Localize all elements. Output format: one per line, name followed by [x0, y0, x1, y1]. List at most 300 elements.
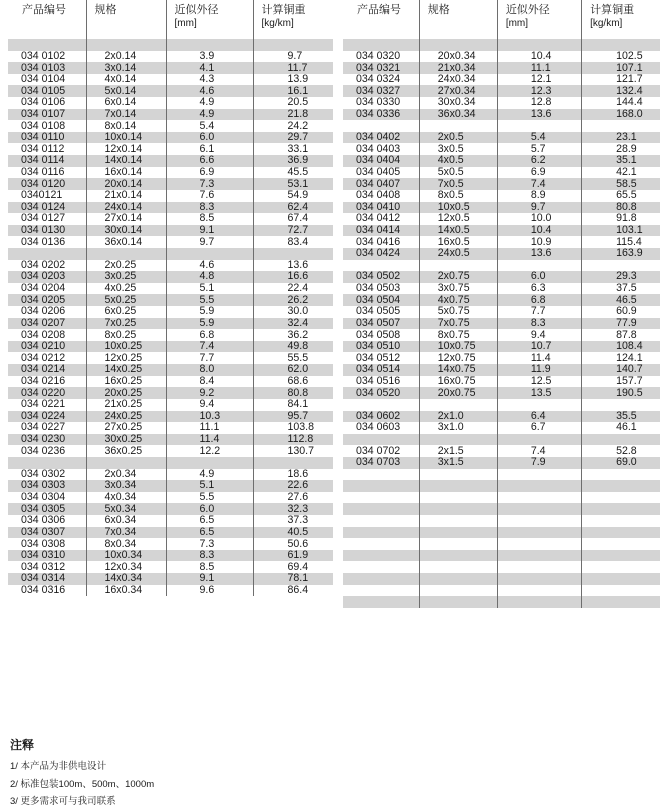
spec-cell: 36x0.34: [419, 109, 497, 121]
outer-diameter-cell: [497, 561, 581, 573]
product-code-cell: [343, 573, 419, 585]
copper-weight-cell: 62.4: [253, 202, 333, 214]
table-row: [343, 39, 660, 51]
product-code-cell: 034 0502: [343, 271, 419, 283]
table-row: [8, 434, 333, 446]
spec-cell: 7x0.75: [419, 318, 497, 330]
product-code-cell: 034 0410: [343, 202, 419, 214]
product-code-cell: 034 0116: [21, 166, 65, 178]
outer-diameter-cell: 12.2: [166, 445, 253, 457]
spec-cell: [419, 39, 497, 51]
spec-cell: 14x0.14: [86, 155, 166, 167]
copper-weight-cell: 53.1: [253, 178, 333, 190]
spec-cell: [419, 469, 497, 481]
copper-weight-cell: [582, 550, 660, 562]
copper-weight-cell: 18.6: [253, 469, 333, 481]
spec-cell: 12x0.34: [86, 561, 166, 573]
spec-cell: 8x0.25: [86, 329, 166, 341]
product-code-cell: 034 0136: [21, 236, 66, 248]
table-row: [8, 515, 333, 527]
product-code-cell: [343, 120, 419, 132]
note-item: 1/ 本产品为非供电设计: [10, 761, 107, 772]
table-row: [8, 364, 333, 376]
table-row: [8, 573, 333, 585]
product-code-cell: 034 0302: [21, 468, 66, 480]
product-code-cell: [343, 561, 419, 573]
outer-diameter-cell: 8.5: [166, 561, 253, 573]
copper-weight-cell: 46.5: [582, 294, 660, 306]
outer-diameter-cell: 4.9: [166, 109, 253, 121]
table-row: [343, 85, 660, 97]
table-row: [8, 132, 333, 144]
copper-weight-cell: 32.4: [253, 318, 333, 330]
product-code-cell: 034 0416: [356, 236, 401, 248]
product-code-cell: 034 0224: [8, 411, 86, 423]
spec-cell: 6x0.14: [86, 97, 166, 109]
table-row: [8, 85, 333, 97]
outer-diameter-cell: 6.8: [497, 294, 581, 306]
table-row: [343, 167, 660, 179]
table-row: [8, 329, 333, 341]
outer-diameter-cell: 6.0: [166, 503, 253, 515]
table-row: [343, 155, 660, 167]
copper-weight-cell: [582, 573, 660, 585]
table-row: [8, 457, 333, 469]
copper-weight-cell: 29.3: [582, 271, 660, 283]
outer-diameter-cell: 4.6: [166, 260, 253, 272]
table-row: [8, 167, 333, 179]
outer-diameter-cell: 6.5: [166, 527, 253, 539]
table-row: [343, 399, 660, 411]
copper-weight-cell: 80.8: [582, 202, 660, 214]
product-code-cell: 034 0516: [356, 375, 401, 387]
table-row: [343, 190, 660, 202]
table-row: [8, 213, 333, 225]
table-row: [343, 202, 660, 214]
spec-cell: 10x0.34: [86, 550, 166, 562]
product-code-cell: 034 0220: [8, 387, 86, 399]
table-row: [8, 306, 333, 318]
product-code-cell: 034 0112: [21, 143, 65, 155]
product-code-cell: 034 0320: [356, 50, 401, 62]
table-row: [343, 596, 660, 608]
outer-diameter-cell: 5.7: [497, 143, 581, 155]
spec-cell: 21x0.25: [86, 399, 166, 411]
outer-diameter-cell: [166, 39, 253, 51]
product-code-cell: [343, 399, 419, 411]
product-code-cell: 034 0702: [356, 445, 401, 457]
product-code-cell: [343, 492, 419, 504]
copper-weight-cell: 36.9: [253, 155, 333, 167]
cable-spec-table-left: [8, 0, 333, 596]
spec-cell: [419, 434, 497, 446]
copper-weight-cell: [582, 469, 660, 481]
spec-cell: 20x0.34: [419, 51, 497, 63]
product-code-cell: 034 0327: [343, 85, 419, 97]
copper-weight-cell: 60.9: [582, 306, 660, 318]
spec-cell: 8x0.5: [419, 190, 497, 202]
outer-diameter-cell: [497, 515, 581, 527]
copper-weight-cell: 163.9: [582, 248, 660, 260]
table-body-left: [8, 39, 333, 596]
outer-diameter-cell: [497, 480, 581, 492]
spec-cell: 7x0.14: [86, 109, 166, 121]
outer-diameter-cell: 10.7: [497, 341, 581, 353]
product-code-cell: 034 0227: [21, 422, 66, 434]
product-code-cell: 034 0124: [8, 202, 86, 214]
table-row: [343, 236, 660, 248]
outer-diameter-cell: 6.1: [166, 143, 253, 155]
table-row: [8, 538, 333, 550]
product-code-cell: [343, 527, 419, 539]
table-row: [8, 527, 333, 539]
spec-cell: 8x0.14: [86, 120, 166, 132]
spec-cell: 16x0.25: [86, 376, 166, 388]
copper-weight-cell: 13.6: [253, 260, 333, 272]
table-row: [343, 411, 660, 423]
outer-diameter-cell: 6.9: [497, 167, 581, 179]
table-row: [8, 585, 333, 597]
table-row: [343, 97, 660, 109]
outer-diameter-cell: 5.1: [166, 480, 253, 492]
table-row: [8, 376, 333, 388]
product-code-cell: 034 0402: [343, 132, 419, 144]
product-code-cell: 034 0510: [343, 341, 419, 353]
outer-diameter-cell: [497, 469, 581, 481]
table-row: [343, 585, 660, 597]
spec-cell: 2x0.34: [86, 469, 166, 481]
table-row: [343, 306, 660, 318]
table-row: [343, 573, 660, 585]
spec-cell: 2x0.5: [419, 132, 497, 144]
spec-cell: 24x0.34: [419, 74, 497, 86]
copper-weight-cell: 50.6: [253, 538, 333, 550]
table-row: [8, 411, 333, 423]
header-product-code: 产品编号: [22, 4, 66, 16]
product-code-cell: 034 0206: [21, 306, 66, 318]
table-row: [8, 294, 333, 306]
outer-diameter-cell: 10.4: [497, 225, 581, 237]
outer-diameter-cell: 9.2: [166, 387, 253, 399]
table-row: [343, 376, 660, 388]
copper-weight-cell: 115.4: [582, 236, 660, 248]
table-row: [343, 469, 660, 481]
spec-cell: 24x0.14: [86, 202, 166, 214]
table-header-row: [343, 0, 660, 39]
table-row: [8, 352, 333, 364]
outer-diameter-cell: 12.5: [497, 376, 581, 388]
spec-cell: 7x0.25: [86, 318, 166, 330]
product-code-cell: 034 0508: [356, 329, 401, 341]
table-row: [343, 422, 660, 434]
copper-weight-cell: 103.1: [582, 225, 660, 237]
copper-weight-cell: 80.8: [253, 387, 333, 399]
table-row: [8, 97, 333, 109]
spec-cell: 8x0.34: [86, 538, 166, 550]
product-code-cell: 034 0321: [343, 62, 419, 74]
outer-diameter-cell: 7.7: [497, 306, 581, 318]
table-row: [343, 178, 660, 190]
spec-cell: 6x0.34: [86, 515, 166, 527]
copper-weight-cell: 86.4: [253, 585, 333, 597]
spec-cell: 14x0.25: [86, 364, 166, 376]
outer-diameter-cell: 7.3: [166, 178, 253, 190]
outer-diameter-cell: 7.4: [497, 178, 581, 190]
spec-cell: 3x0.5: [419, 143, 497, 155]
spec-cell: 16x0.34: [86, 585, 166, 597]
spec-cell: 5x0.75: [419, 306, 497, 318]
copper-weight-cell: 13.9: [253, 74, 333, 86]
table-row: [8, 51, 333, 63]
product-code-cell: 034 0703: [343, 457, 419, 469]
table-row: [343, 329, 660, 341]
spec-cell: 27x0.34: [419, 85, 497, 97]
outer-diameter-cell: 5.5: [166, 294, 253, 306]
table-row: [343, 550, 660, 562]
product-code-cell: 034 0308: [21, 538, 66, 550]
copper-weight-cell: 45.5: [253, 167, 333, 179]
outer-diameter-cell: 6.2: [497, 155, 581, 167]
table-row: [8, 341, 333, 353]
copper-weight-cell: 23.1: [582, 132, 660, 144]
outer-diameter-cell: 7.7: [166, 352, 253, 364]
product-code-cell: 034 0520: [343, 387, 419, 399]
product-code-cell: 034 0505: [356, 306, 401, 318]
copper-weight-cell: 87.8: [582, 329, 660, 341]
table-row: [8, 492, 333, 504]
product-code-cell: 034 0602: [343, 411, 419, 423]
product-code-cell: 034 0202: [21, 259, 66, 271]
spec-cell: 12x0.5: [419, 213, 497, 225]
table-row: [343, 561, 660, 573]
product-code-cell: [8, 248, 86, 260]
product-code-cell: [343, 515, 419, 527]
copper-weight-cell: 20.5: [253, 97, 333, 109]
spec-cell: 2x0.14: [86, 51, 166, 63]
outer-diameter-cell: 6.6: [166, 155, 253, 167]
table-row: [343, 445, 660, 457]
copper-weight-cell: [582, 585, 660, 597]
copper-weight-cell: 130.7: [253, 445, 333, 457]
product-code-cell: 034 0414: [343, 225, 419, 237]
outer-diameter-cell: 9.4: [166, 399, 253, 411]
product-code-cell: [343, 585, 419, 597]
spec-cell: [419, 260, 497, 272]
cable-spec-table-right: [343, 0, 660, 608]
product-code-cell: 034 0216: [21, 375, 66, 387]
spec-cell: 12x0.14: [86, 143, 166, 155]
table-row: [343, 132, 660, 144]
copper-weight-cell: 54.9: [253, 190, 333, 202]
product-code-cell: 034 0120: [8, 178, 86, 190]
outer-diameter-cell: 4.3: [166, 74, 253, 86]
copper-weight-cell: 67.4: [253, 213, 333, 225]
outer-diameter-cell: 6.9: [166, 167, 253, 179]
copper-weight-cell: 9.7: [253, 51, 333, 63]
copper-weight-cell: 77.9: [582, 318, 660, 330]
spec-cell: 36x0.14: [86, 236, 166, 248]
table-row: [8, 469, 333, 481]
copper-weight-cell: 168.0: [582, 109, 660, 121]
outer-diameter-cell: 9.7: [166, 236, 253, 248]
spec-cell: 16x0.75: [419, 376, 497, 388]
outer-diameter-cell: [497, 527, 581, 539]
outer-diameter-cell: 4.1: [166, 62, 253, 74]
copper-weight-cell: 157.7: [582, 376, 660, 388]
header-outer-diameter: 近似外径 [mm]: [166, 0, 253, 39]
copper-weight-cell: [582, 527, 660, 539]
outer-diameter-cell: 8.4: [166, 376, 253, 388]
outer-diameter-cell: 11.1: [166, 422, 253, 434]
outer-diameter-cell: 13.6: [497, 109, 581, 121]
table-row: [8, 62, 333, 74]
outer-diameter-cell: 6.3: [497, 283, 581, 295]
copper-weight-cell: 30.0: [253, 306, 333, 318]
header-copper-weight: 计算铜重 [kg/km]: [253, 0, 333, 39]
outer-diameter-cell: 7.9: [497, 457, 581, 469]
product-code-cell: 034 0512: [356, 352, 401, 364]
spec-cell: 10x0.5: [419, 202, 497, 214]
product-code-cell: [343, 434, 419, 446]
copper-weight-cell: 68.6: [253, 376, 333, 388]
copper-weight-cell: 121.7: [582, 74, 660, 86]
outer-diameter-cell: 12.1: [497, 74, 581, 86]
spec-cell: 12x0.75: [419, 352, 497, 364]
outer-diameter-cell: [497, 550, 581, 562]
spec-cell: [419, 527, 497, 539]
table-row: [8, 480, 333, 492]
product-code-cell: 034 0503: [356, 282, 401, 295]
table-row: [343, 51, 660, 63]
product-code-cell: 034 0207: [8, 318, 86, 330]
table-row: [343, 283, 660, 295]
product-code-cell: 034 0303: [8, 480, 86, 492]
table-row: [8, 190, 333, 202]
table-row: [343, 213, 660, 225]
product-code-cell: 034 0336: [343, 109, 419, 121]
spec-cell: 8x0.75: [419, 329, 497, 341]
table-row: [8, 248, 333, 260]
outer-diameter-cell: 10.9: [497, 236, 581, 248]
outer-diameter-cell: [497, 503, 581, 515]
table-row: [8, 109, 333, 121]
table-row: [343, 248, 660, 260]
outer-diameter-cell: 8.0: [166, 364, 253, 376]
spec-cell: [419, 120, 497, 132]
spec-cell: 7x0.34: [86, 527, 166, 539]
product-code-cell: [8, 39, 86, 51]
table-row: [8, 225, 333, 237]
product-code-cell: 034 0205: [8, 294, 86, 306]
product-code-cell: 034 0316: [21, 584, 66, 596]
product-code-cell: 034 0405: [356, 166, 401, 178]
product-code-cell: 034 0221: [21, 398, 66, 411]
product-code-cell: 034 0404: [343, 155, 419, 167]
product-code-cell: [343, 503, 419, 515]
copper-weight-cell: 32.3: [253, 503, 333, 515]
outer-diameter-cell: 3.9: [166, 51, 253, 63]
spec-cell: 36x0.25: [86, 445, 166, 457]
spec-cell: 2x1.5: [419, 445, 497, 457]
copper-weight-cell: 42.1: [582, 167, 660, 179]
copper-weight-cell: 112.8: [253, 434, 333, 446]
outer-diameter-cell: 8.9: [497, 190, 581, 202]
outer-diameter-cell: 8.3: [166, 550, 253, 562]
outer-diameter-cell: 9.1: [166, 225, 253, 237]
product-code-cell: 034 0305: [8, 503, 86, 515]
spec-cell: 5x0.25: [86, 294, 166, 306]
outer-diameter-cell: 9.6: [166, 585, 253, 597]
copper-weight-cell: 69.0: [582, 457, 660, 469]
spec-cell: 14x0.34: [86, 573, 166, 585]
spec-cell: 10x0.75: [419, 341, 497, 353]
spec-cell: 27x0.25: [86, 422, 166, 434]
spec-cell: 4x0.25: [86, 283, 166, 295]
spec-cell: 4x0.5: [419, 155, 497, 167]
spec-cell: 30x0.25: [86, 434, 166, 446]
table-row: [343, 62, 660, 74]
spec-cell: 2x0.25: [86, 260, 166, 272]
outer-diameter-cell: 8.3: [166, 202, 253, 214]
table-row: [8, 143, 333, 155]
product-code-cell: 034 0102: [21, 50, 66, 62]
product-code-cell: 034 0603: [356, 422, 401, 434]
spec-cell: 4x0.75: [419, 294, 497, 306]
header-copper-weight: 计算铜重 [kg/km]: [582, 0, 660, 39]
copper-weight-cell: 124.1: [582, 352, 660, 364]
outer-diameter-cell: [497, 596, 581, 608]
spec-cell: [86, 248, 166, 260]
copper-weight-cell: 78.1: [253, 573, 333, 585]
table-row: [343, 527, 660, 539]
spec-cell: [419, 596, 497, 608]
table-row: [343, 120, 660, 132]
copper-weight-cell: 190.5: [582, 387, 660, 399]
copper-weight-cell: 103.8: [253, 422, 333, 434]
product-code-cell: 034 0214: [8, 364, 86, 376]
product-code-cell: [343, 596, 419, 608]
table-row: [8, 39, 333, 51]
table-header-row: [8, 0, 333, 39]
outer-diameter-cell: 12.3: [497, 85, 581, 97]
outer-diameter-cell: 11.4: [497, 352, 581, 364]
copper-weight-cell: 69.4: [253, 561, 333, 573]
copper-weight-cell: [582, 434, 660, 446]
outer-diameter-cell: 8.5: [166, 213, 253, 225]
outer-diameter-cell: 6.4: [497, 411, 581, 423]
spec-cell: 27x0.14: [86, 213, 166, 225]
header-spec: 规格: [419, 0, 497, 39]
product-code-cell: [343, 480, 419, 492]
spec-cell: 3x0.25: [86, 271, 166, 283]
product-code-cell: 034 0307: [8, 527, 86, 539]
spec-cell: 16x0.5: [419, 236, 497, 248]
table-row: [8, 178, 333, 190]
outer-diameter-cell: 6.0: [497, 271, 581, 283]
spec-cell: 20x0.14: [86, 178, 166, 190]
outer-diameter-cell: 10.0: [497, 213, 581, 225]
product-code-cell: 034 0203: [8, 271, 86, 283]
table-row: [8, 318, 333, 330]
spec-cell: 5x0.5: [419, 167, 497, 179]
outer-diameter-cell: 7.4: [166, 341, 253, 353]
product-code-cell: 034 0104: [21, 73, 66, 86]
spec-cell: 10x0.14: [86, 132, 166, 144]
product-code-cell: 034 0304: [21, 491, 66, 504]
table-row: [343, 225, 660, 237]
spec-cell: [419, 573, 497, 585]
copper-weight-cell: [582, 492, 660, 504]
